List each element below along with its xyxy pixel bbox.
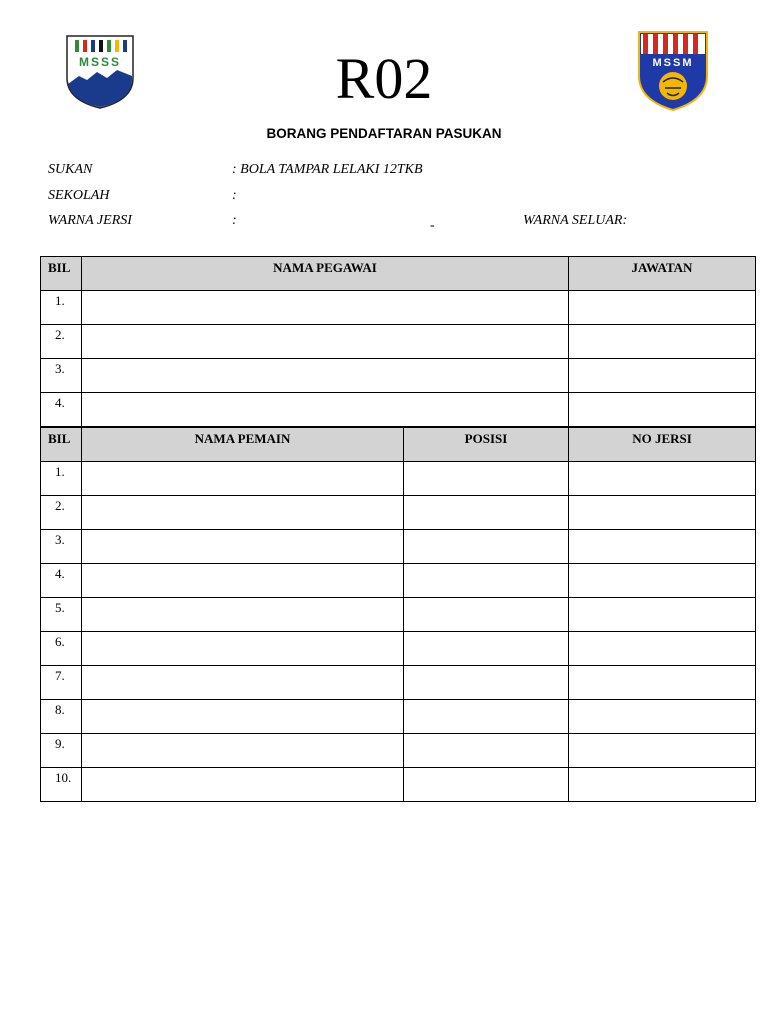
player-row xyxy=(41,768,756,802)
warna-jersi-label: WARNA JERSI xyxy=(48,213,132,228)
sukan-label: SUKAN xyxy=(48,162,93,177)
officer-row-number: 3. xyxy=(41,359,82,393)
player-name-cell[interactable] xyxy=(82,564,404,598)
player-jersey-cell[interactable] xyxy=(569,768,756,802)
officer-position-cell[interactable] xyxy=(569,359,756,393)
officers-header-jawatan: JAWATAN xyxy=(569,257,756,291)
player-row xyxy=(41,700,756,734)
document-code: R02 xyxy=(335,46,433,111)
player-jersey-cell[interactable] xyxy=(569,734,756,768)
warna-jersi-value: : xyxy=(232,213,237,228)
players-header-bil: BIL xyxy=(41,428,82,462)
player-row-number: 6. xyxy=(41,632,82,666)
mssm-logo-text: MSSM xyxy=(652,57,694,69)
player-position-cell[interactable] xyxy=(404,734,569,768)
officer-row xyxy=(41,325,756,359)
player-row-number: 1. xyxy=(41,462,82,496)
player-name-cell[interactable] xyxy=(82,700,404,734)
officer-row xyxy=(41,359,756,393)
sekolah-value: : xyxy=(232,188,237,203)
player-position-cell[interactable] xyxy=(404,530,569,564)
player-row xyxy=(41,530,756,564)
players-header-row xyxy=(41,428,756,462)
msss-logo-text: MSSS xyxy=(78,55,122,69)
player-name-cell[interactable] xyxy=(82,462,404,496)
player-position-cell[interactable] xyxy=(404,564,569,598)
player-row xyxy=(41,496,756,530)
players-header-nama: NAMA PEMAIN xyxy=(82,428,404,462)
dash-mark: - xyxy=(430,218,435,233)
player-name-cell[interactable] xyxy=(82,768,404,802)
players-header-no-jersi: NO JERSI xyxy=(569,428,756,462)
player-name-cell[interactable] xyxy=(82,734,404,768)
player-row xyxy=(41,632,756,666)
officers-header-nama: NAMA PEGAWAI xyxy=(82,257,569,291)
player-row xyxy=(41,734,756,768)
officers-header-row xyxy=(41,257,756,291)
sukan-value: : BOLA TAMPAR LELAKI 12TKB xyxy=(232,162,423,177)
officer-position-cell[interactable] xyxy=(569,325,756,359)
player-row-number: 7. xyxy=(41,666,82,700)
player-name-cell[interactable] xyxy=(82,632,404,666)
player-position-cell[interactable] xyxy=(404,700,569,734)
player-position-cell[interactable] xyxy=(404,666,569,700)
players-header-posisi: POSISI xyxy=(404,428,569,462)
player-jersey-cell[interactable] xyxy=(569,700,756,734)
form-title: BORANG PENDAFTARAN PASUKAN xyxy=(266,126,502,141)
sekolah-label: SEKOLAH xyxy=(48,188,110,203)
officer-name-cell[interactable] xyxy=(82,393,569,427)
player-jersey-cell[interactable] xyxy=(569,496,756,530)
player-jersey-cell[interactable] xyxy=(569,666,756,700)
player-name-cell[interactable] xyxy=(82,496,404,530)
player-jersey-cell[interactable] xyxy=(569,564,756,598)
player-row-number: 3. xyxy=(41,530,82,564)
officer-row-number: 1. xyxy=(41,291,82,325)
officer-name-cell[interactable] xyxy=(82,291,569,325)
player-position-cell[interactable] xyxy=(404,598,569,632)
officer-position-cell[interactable] xyxy=(569,393,756,427)
officer-name-cell[interactable] xyxy=(82,359,569,393)
player-row xyxy=(41,462,756,496)
mssm-logo xyxy=(637,30,709,112)
officer-row-number: 2. xyxy=(41,325,82,359)
officer-name-cell[interactable] xyxy=(82,325,569,359)
player-row-number: 4. xyxy=(41,564,82,598)
player-row-number: 2. xyxy=(41,496,82,530)
officer-position-cell[interactable] xyxy=(569,291,756,325)
player-name-cell[interactable] xyxy=(82,530,404,564)
player-row-number: 10. xyxy=(41,768,82,802)
officer-row xyxy=(41,291,756,325)
player-position-cell[interactable] xyxy=(404,462,569,496)
player-row-number: 5. xyxy=(41,598,82,632)
player-row-number: 8. xyxy=(41,700,82,734)
player-jersey-cell[interactable] xyxy=(569,632,756,666)
player-jersey-cell[interactable] xyxy=(569,462,756,496)
players-table xyxy=(40,427,756,802)
player-row xyxy=(41,666,756,700)
player-position-cell[interactable] xyxy=(404,632,569,666)
officer-row xyxy=(41,393,756,427)
player-name-cell[interactable] xyxy=(82,666,404,700)
player-position-cell[interactable] xyxy=(404,768,569,802)
officers-table xyxy=(40,256,756,427)
player-jersey-cell[interactable] xyxy=(569,530,756,564)
officer-row-number: 4. xyxy=(41,393,82,427)
player-row xyxy=(41,564,756,598)
officers-header-bil: BIL xyxy=(41,257,82,291)
player-name-cell[interactable] xyxy=(82,598,404,632)
player-row-number: 9. xyxy=(41,734,82,768)
player-row xyxy=(41,598,756,632)
warna-seluar-label: WARNA SELUAR: xyxy=(523,213,628,228)
player-jersey-cell[interactable] xyxy=(569,598,756,632)
player-position-cell[interactable] xyxy=(404,496,569,530)
